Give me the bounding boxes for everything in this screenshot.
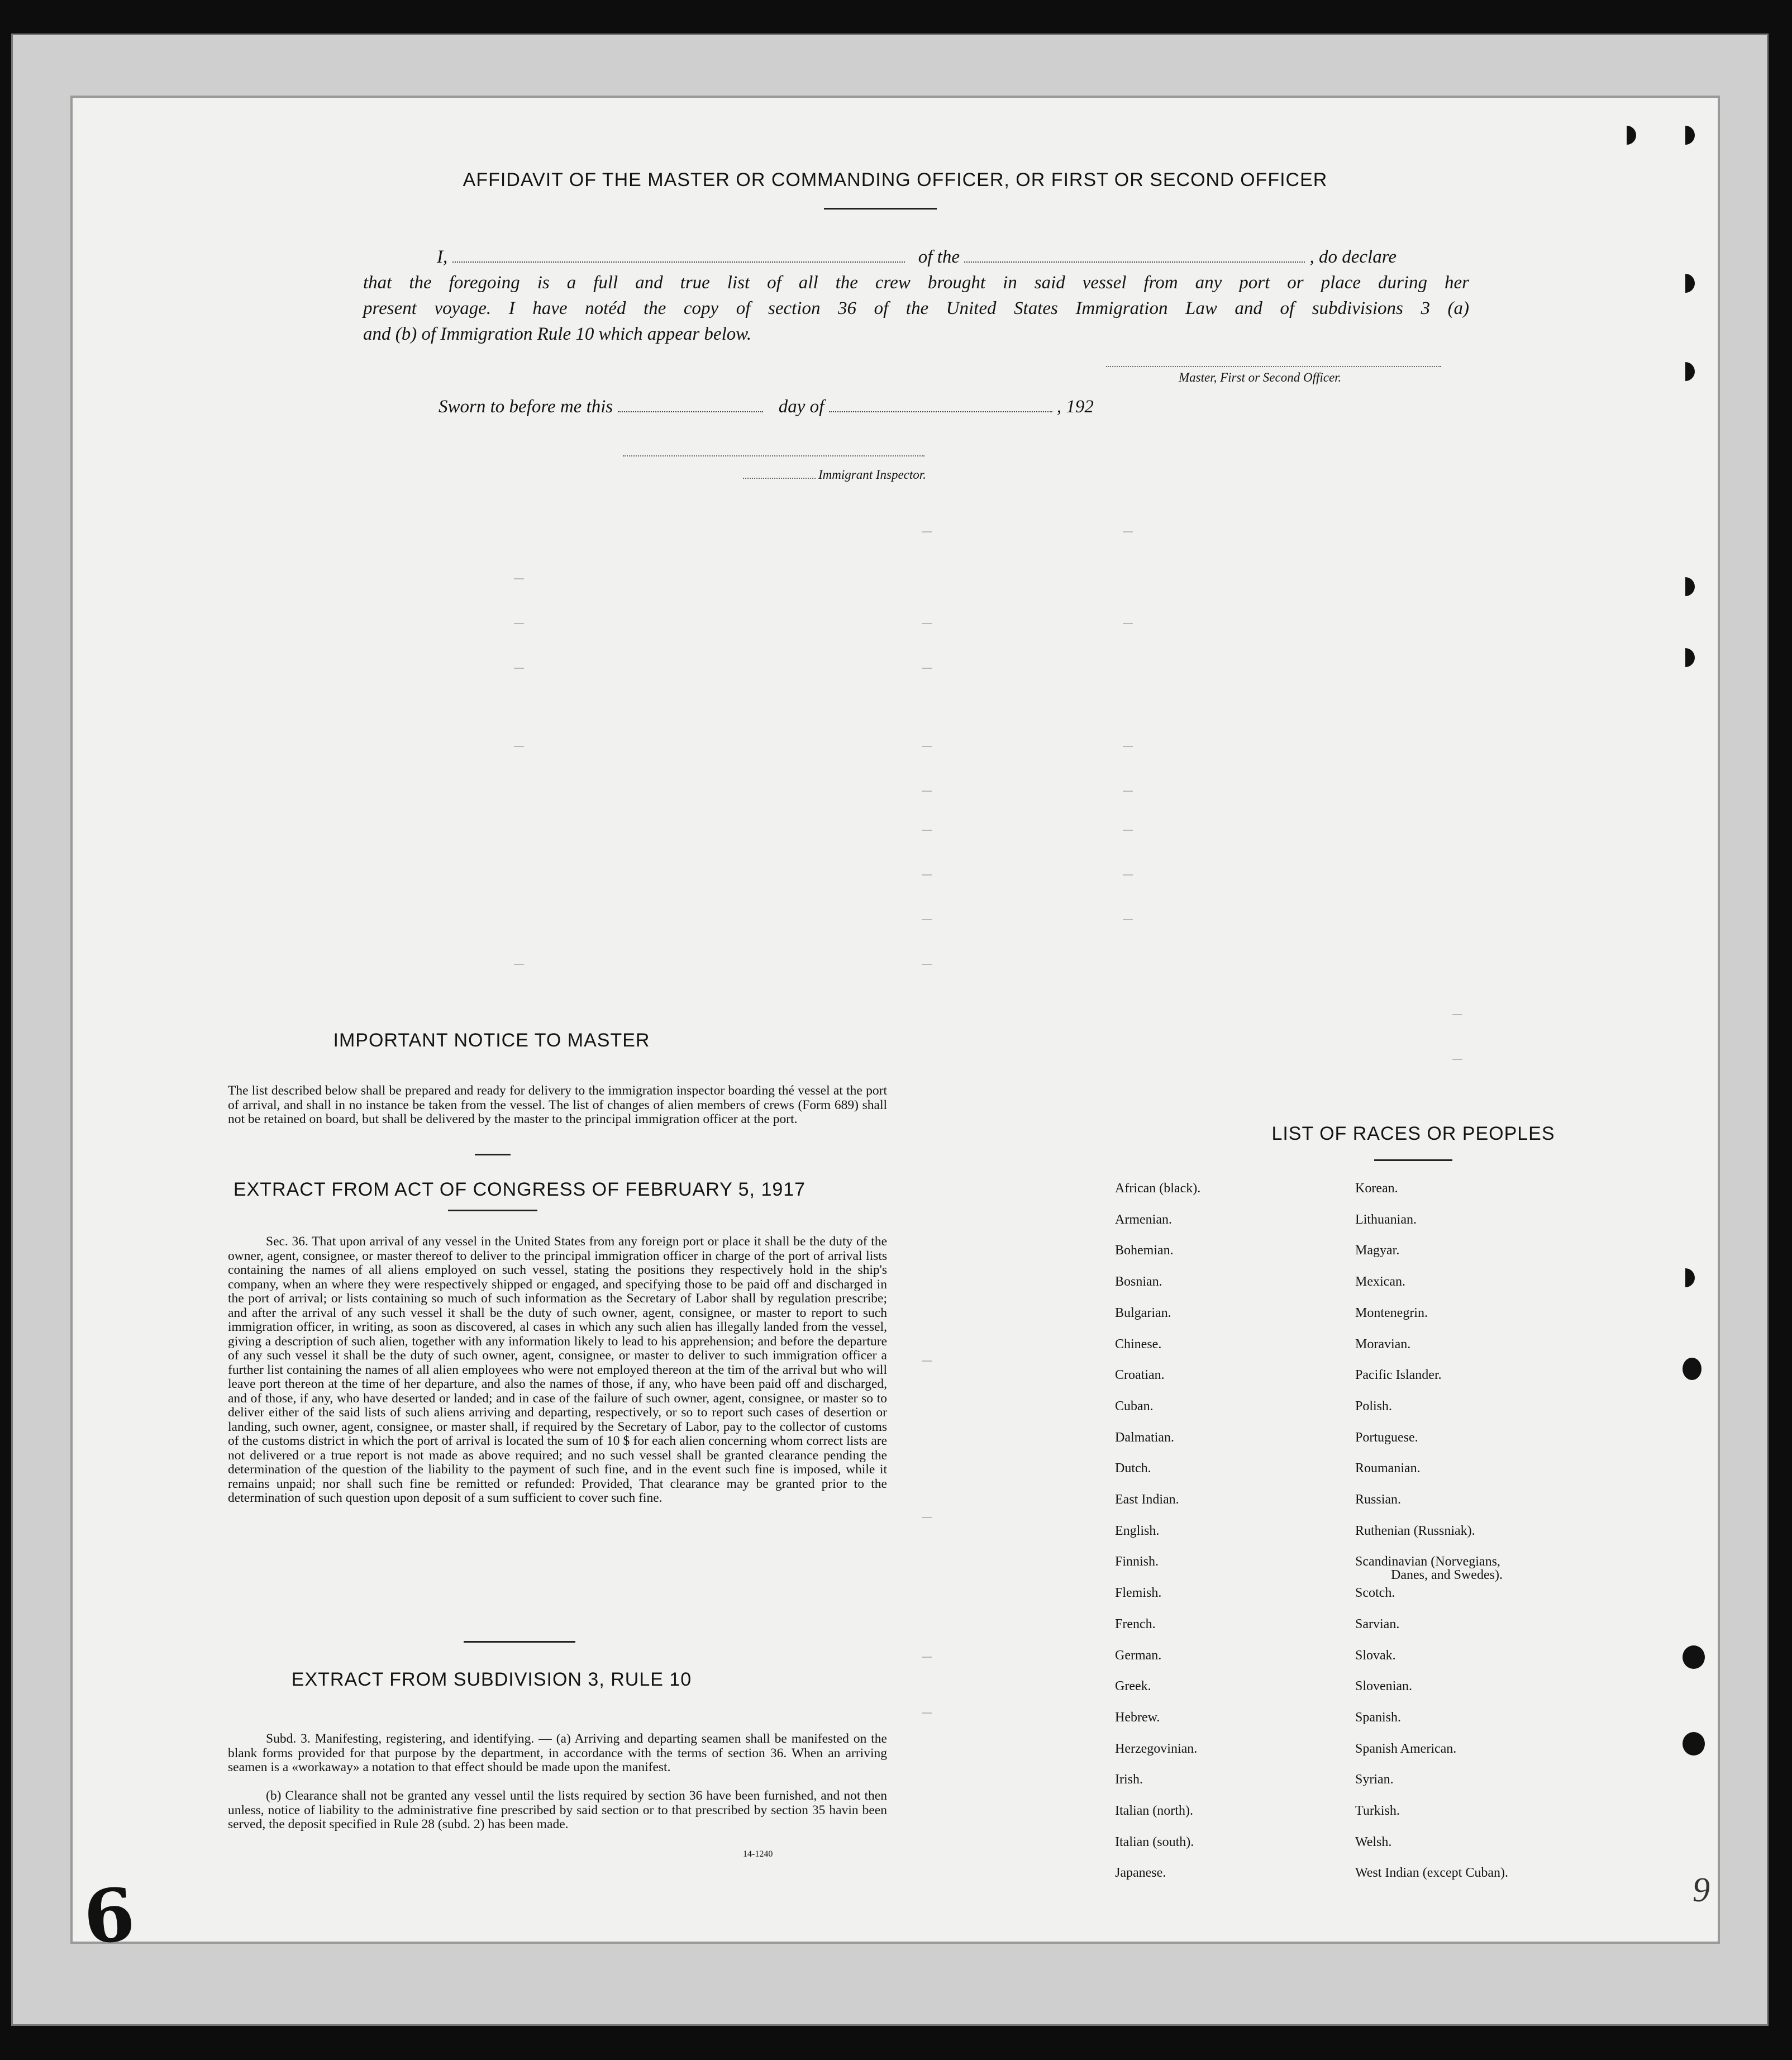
race-item: Bosnian. — [1115, 1274, 1162, 1290]
affidavit-line-2: that the foregoing is a full and true list of all the crew brought in said vessel from any port or place during her — [363, 273, 1469, 293]
race-item: Herzegovinian. — [1115, 1741, 1198, 1756]
race-item: Chinese. — [1115, 1336, 1162, 1352]
sworn-day-blank — [618, 411, 763, 412]
race-item: Croatian. — [1115, 1368, 1165, 1383]
page-number-stamp: 6 — [80, 1871, 133, 1961]
race-item: Roumanian. — [1355, 1461, 1421, 1476]
race-item: Hebrew. — [1115, 1710, 1160, 1725]
race-item: German. — [1115, 1648, 1162, 1663]
race-item: Mexican. — [1355, 1274, 1405, 1290]
sworn-year: , 192 — [1056, 397, 1094, 417]
race-item: Slovak. — [1355, 1648, 1396, 1663]
affidavit-i: I, — [437, 247, 448, 267]
title-underline — [824, 208, 937, 210]
race-item: Welsh. — [1355, 1834, 1392, 1849]
rule-text-a: Subd. 3. Manifesting, registering, and identifying. — (a) Arriving and departing seamen shall be manifested on the blank forms provided for that purpose by the department, in accordance with the terms of section 36. When an arriving seamen is a «workaway» a notation to that effect should be made upon the manifest. — [228, 1731, 887, 1774]
race-item: French. — [1115, 1616, 1156, 1631]
race-item: Bulgarian. — [1115, 1305, 1171, 1320]
race-item: Finnish. — [1115, 1554, 1159, 1569]
act-divider — [464, 1641, 575, 1643]
notice-text: The list described below shall be prepared and ready for delivery to the immigration inspector boarding thé vessel at the port of arrival, and shall in no instance be taken from the vessel. The list of changes of alien members of crews (Form 689) shall not be retained on board, but shall be delivered by the master to the principal immigration officer at the port. — [228, 1083, 887, 1126]
sworn-label: Sworn to before me this — [439, 397, 613, 417]
rule-text-b: (b) Clearance shall not be granted any vessel until the lists required by section 36 have been furnished, and not then unless, notice of liability to the administrative fine prescribed by said section or to that prescribed by section 35 havin been served, the deposit specified in Rule 28 (subd. 2) has been made. — [228, 1788, 887, 1831]
race-item: Scotch. — [1355, 1586, 1395, 1601]
affidavit-line-3: present voyage. I have notéd the copy of section 36 of the United States Immigration Law and of subdivisions 3 (a) — [363, 298, 1469, 318]
race-item: Scandinavian (Norvegians, — [1355, 1554, 1500, 1569]
race-item: Bohemian. — [1115, 1243, 1174, 1258]
race-item: English. — [1115, 1523, 1160, 1538]
race-item: Cuban. — [1115, 1398, 1154, 1414]
act-text: Sec. 36. That upon arrival of any vessel in the United States from any foreign port or place it shall be the duty of the owner, agent, consignee, or master thereof to deliver to the principal immigration officer in charge of the port of arrival lists containing the names of all aliens employed on such vessel, stating the positions they respectively hold in the ship's company, when an where they were respectively shipped or engaged, and specifying those to be paid off and discharged in the port of arrival; or lists containing so much of such information as the Secretary of Labor shall by regulation prescribe; and after the arrival of any such vessel it shall be the duty of such owner, agent, consignee, or master to report to such immigration officer, in writing, as soon as discovered, al cases in which any such alien has illegally landed from the vessel, giving a description of such alien, together with any information likely to lead to his apprehension; and before the departure of any such vessel it shall be the duty of such owner, agent, consignee, or master to deliver to such immigration officer a further list containing the names of all alien employees who were not employed thereon at the tim of the arrival but who will leave port thereon at the time of her departure, and also the names of those, if any, who have been paid off and discharged, and of those, if any, who have deserted or landed; and in case of the failure of such owner, agent, consignee, or master so to deliver either of the said lists of such aliens arriving and departing, respectively, or so to report such cases of desertion or landing, such owner, agent, consignee, or master shall, if required by the Secretary of Labor, pay to the collector of customs of the customs district in which the port of arrival is located the sum of 10 $ for each alien concerning whom correct lists are not delivered or a true report is not made as above required; and no such vessel shall be granted clearance pending the determination of the question of the liability to the payment of such fine, and in the event such fine is imposed, while it remains unpaid; nor shall such fine be remitted or refunded: Provided, That clearance may be granted prior to the determination of such question upon deposit of a sum sufficient to cover such fine. — [228, 1234, 887, 1505]
binder-hole — [1683, 1732, 1705, 1755]
race-item: Korean. — [1355, 1181, 1398, 1196]
master-signature-label: Master, First or Second Officer. — [1179, 370, 1342, 384]
handwritten-corner-mark: 9 — [1693, 1871, 1710, 1909]
race-item: Portuguese. — [1355, 1430, 1418, 1445]
notice-divider — [475, 1154, 511, 1155]
affidavit-of-the: of the — [918, 247, 960, 267]
vessel-blank — [964, 261, 1305, 263]
form-number: 14-1240 — [743, 1849, 773, 1859]
notice-title: IMPORTANT NOTICE TO MASTER — [333, 1030, 650, 1051]
binder-hole — [1676, 577, 1695, 596]
race-item: Turkish. — [1355, 1804, 1400, 1818]
binder-hole — [1676, 126, 1695, 145]
races-title: LIST OF RACES OR PEOPLES — [1271, 1123, 1555, 1144]
binder-hole — [1683, 1645, 1705, 1669]
act-title: EXTRACT FROM ACT OF CONGRESS OF FEBRUARY 5, 1917 — [233, 1179, 806, 1200]
act-underline — [448, 1210, 537, 1211]
races-underline — [1374, 1159, 1452, 1161]
sworn-month-blank — [829, 411, 1052, 412]
inspector-signature-line-1 — [623, 455, 924, 456]
race-item: Spanish. — [1355, 1710, 1402, 1725]
race-item: Irish. — [1115, 1772, 1143, 1787]
race-item: East Indian. — [1115, 1492, 1179, 1507]
race-item: African (black). — [1115, 1181, 1201, 1196]
binder-hole — [1676, 274, 1695, 293]
affidavit-line-1 — [437, 244, 1470, 270]
sworn-line — [439, 394, 1388, 420]
race-item: Montenegrin. — [1355, 1305, 1428, 1320]
race-item: West Indian (except Cuban). — [1355, 1866, 1508, 1881]
race-item: Dalmatian. — [1115, 1430, 1174, 1445]
binder-hole — [1676, 648, 1695, 667]
race-item: Flemish. — [1115, 1586, 1162, 1601]
sworn-day-of: day of — [778, 397, 824, 417]
affidavit-declare: , do declare — [1309, 247, 1397, 267]
race-item: Magyar. — [1355, 1243, 1400, 1258]
binder-hole — [1676, 1268, 1695, 1287]
race-item: Russian. — [1355, 1492, 1402, 1507]
affidavit-title: AFFIDAVIT OF THE MASTER OR COMMANDING OFFICER, OR FIRST OR SECOND OFFICER — [463, 169, 1328, 191]
race-item: Ruthenian (Russniak). — [1355, 1523, 1475, 1538]
race-item: Armenian. — [1115, 1212, 1172, 1227]
race-item: Dutch. — [1115, 1461, 1151, 1476]
race-item: Syrian. — [1355, 1772, 1394, 1787]
race-item: Italian (south). — [1115, 1834, 1194, 1849]
affidavit-line-4: and (b) of Immigration Rule 10 which appear below. — [363, 324, 752, 344]
binder-hole — [1617, 126, 1636, 145]
race-item: Sarvian. — [1355, 1616, 1400, 1631]
inspector-signature-label: Immigrant Inspector. — [818, 468, 926, 482]
race-item: Greek. — [1115, 1679, 1151, 1694]
rule-title: EXTRACT FROM SUBDIVISION 3, RULE 10 — [291, 1669, 692, 1690]
race-item: Polish. — [1355, 1398, 1393, 1414]
race-item: Japanese. — [1115, 1866, 1166, 1881]
form-page — [73, 98, 1718, 1942]
inspector-signature-line-2 — [743, 478, 816, 479]
binder-hole — [1683, 1358, 1702, 1380]
race-item: Moravian. — [1355, 1336, 1411, 1352]
name-blank — [452, 261, 905, 263]
race-item: Spanish American. — [1355, 1741, 1457, 1756]
race-item: Lithuanian. — [1355, 1212, 1417, 1227]
binder-hole — [1676, 362, 1695, 381]
master-signature-line — [1106, 366, 1441, 367]
race-item: Slovenian. — [1355, 1679, 1412, 1694]
race-item-continuation: Danes, and Swedes). — [1391, 1568, 1503, 1583]
race-item: Pacific Islander. — [1355, 1368, 1442, 1383]
race-item: Italian (north). — [1115, 1804, 1193, 1818]
